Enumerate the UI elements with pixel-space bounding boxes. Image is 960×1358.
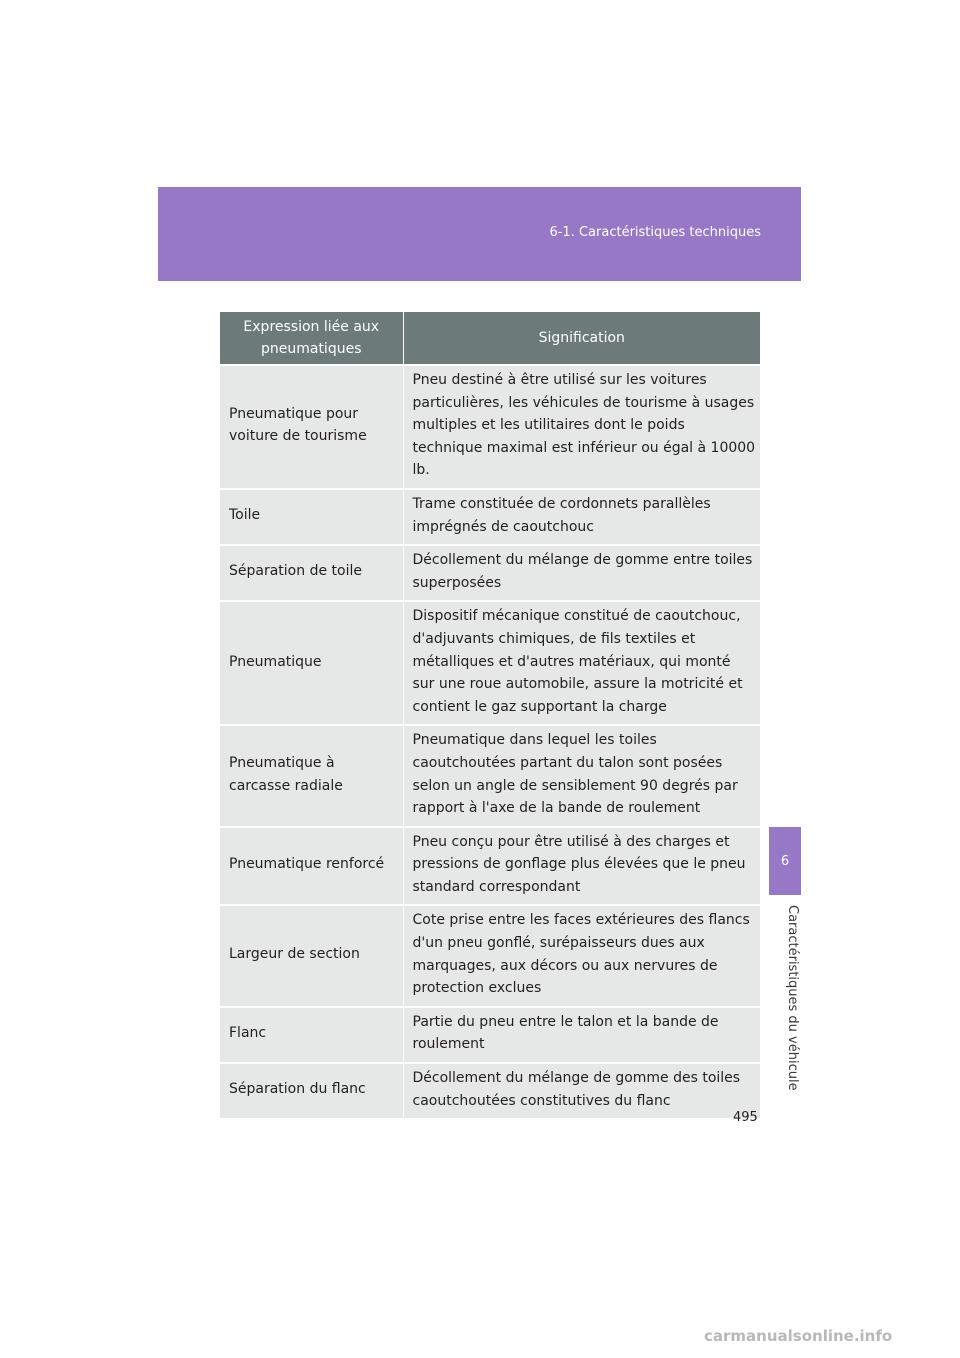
column-header-term: Expression liée aux pneumatiques (220, 312, 403, 365)
tire-terms-table (220, 312, 760, 1118)
meaning-cell: Pneumatique dans lequel les toiles caoutchoutées partant du talon sont posées selon un angle de sensiblement 90 degrés par rapport à l'axe de la bande de roulement (403, 725, 760, 826)
table-row (220, 365, 760, 489)
meaning-cell: Partie du pneu entre le talon et la bande de roulement (403, 1007, 760, 1063)
meaning-cell: Pneu conçu pour être utilisé à des charges et pressions de gonflage plus élevées que le pneu standard correspondant (403, 827, 760, 906)
table-row (220, 545, 760, 601)
table-row (220, 725, 760, 826)
table-row (220, 601, 760, 725)
term-cell: Séparation du flanc (220, 1063, 403, 1118)
meaning-cell: Pneu destiné à être utilisé sur les voitures particulières, les véhicules de tourisme à usages multiples et les utilitaires dont le poids technique maximal est inférieur ou égal à 10000 lb. (403, 365, 760, 489)
term-cell: Pneumatique renforcé (220, 827, 403, 906)
table-row (220, 905, 760, 1006)
term-cell: Toile (220, 489, 403, 545)
meaning-cell: Dispositif mécanique constitué de caoutchouc, d'adjuvants chimiques, de fils textiles et métalliques et d'autres matériaux, qui monté sur une roue automobile, assure la motricité et contient le gaz supportant la charge (403, 601, 760, 725)
section-title: 6-1. Caractéristiques techniques (549, 225, 761, 240)
table-row (220, 489, 760, 545)
page-number: 495 (733, 1110, 758, 1125)
chapter-number: 6 (780, 853, 790, 869)
chapter-tab[interactable] (769, 827, 801, 895)
table-header-row (220, 312, 760, 365)
meaning-cell: Décollement du mélange de gomme entre toiles superposées (403, 545, 760, 601)
term-cell: Pneumatique (220, 601, 403, 725)
table-row (220, 1063, 760, 1118)
chapter-header-band (158, 187, 801, 281)
term-cell: Flanc (220, 1007, 403, 1063)
term-cell: Pneumatique à carcasse radiale (220, 725, 403, 826)
table-row (220, 827, 760, 906)
term-cell: Largeur de section (220, 905, 403, 1006)
watermark: carmanualsonline.info (704, 1327, 893, 1345)
meaning-cell: Décollement du mélange de gomme des toiles caoutchoutées constitutives du flanc (403, 1063, 760, 1118)
chapter-side-label: Caractéristiques du véhicule (785, 905, 800, 1091)
table-row (220, 1007, 760, 1063)
term-cell: Pneumatique pour voiture de tourisme (220, 365, 403, 489)
column-header-meaning: Signification (403, 312, 760, 365)
meaning-cell: Trame constituée de cordonnets parallèles imprégnés de caoutchouc (403, 489, 760, 545)
term-cell: Séparation de toile (220, 545, 403, 601)
meaning-cell: Cote prise entre les faces extérieures des flancs d'un pneu gonflé, surépaisseurs dues aux marquages, aux décors ou aux nervures de protection exclues (403, 905, 760, 1006)
